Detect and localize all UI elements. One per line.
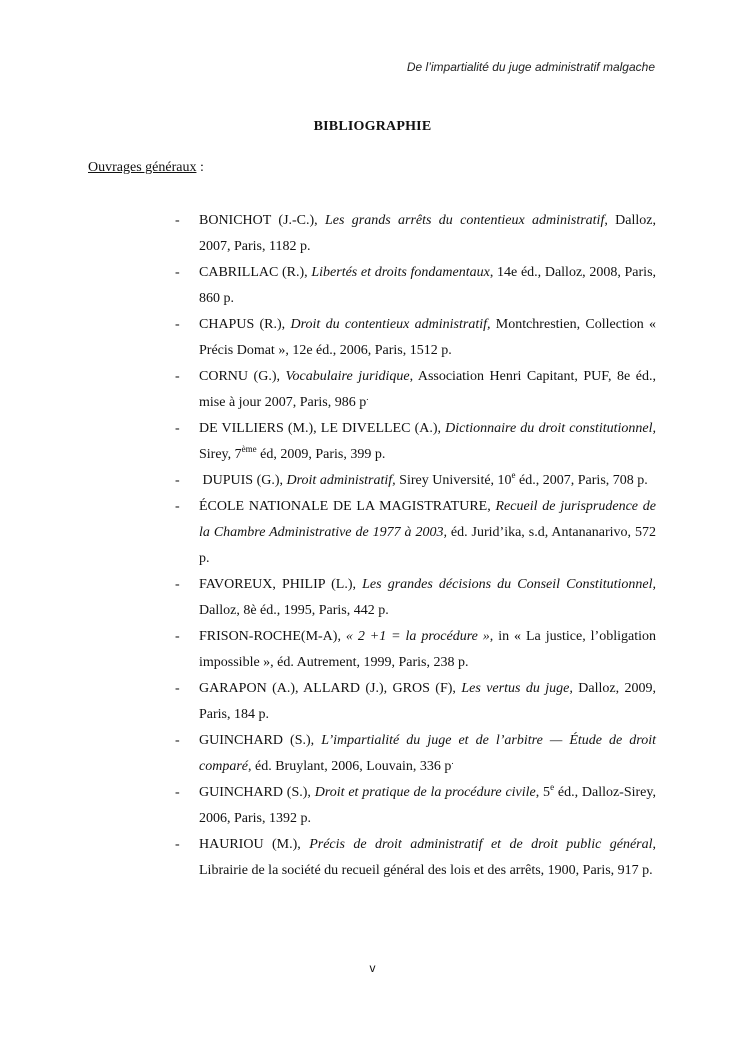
- entry-details: Sirey Université, 10: [395, 473, 512, 488]
- bullet-dash: -: [175, 629, 180, 644]
- entry-details: éd. Jurid’ika, s.d, Antananarivo, 572 p.: [199, 525, 656, 566]
- entry-author: FAVOREUX, PHILIP (L.),: [199, 577, 363, 592]
- entry-superscript: e: [550, 782, 555, 792]
- entry-author: ÉCOLE NATIONALE DE LA MAGISTRATURE,: [199, 499, 496, 514]
- entry-details: , Dalloz, 2007, Paris, 1182 p.: [199, 213, 656, 254]
- entry-title: Libertés et droits fondamentaux: [311, 265, 490, 280]
- list-item: [175, 208, 656, 260]
- entry-details: Sirey, 7: [199, 447, 242, 462]
- bullet-dash: -: [175, 213, 180, 228]
- entry-superscript: ème: [241, 444, 257, 454]
- entry-title: Recueil de jurisprudence de la Chambre Administrative de 1977 à 2003,: [199, 499, 657, 540]
- list-item: [175, 416, 656, 468]
- entry-title: Vocabulaire juridique: [285, 369, 410, 384]
- bullet-dash: -: [175, 733, 180, 748]
- page-title: BIBLIOGRAPHIE: [313, 119, 432, 134]
- entry-author: BONICHOT (J.-C.),: [199, 213, 326, 228]
- entry-author: GUINCHARD (S.),: [199, 785, 315, 800]
- entry-details: , 14e éd., Dalloz, 2008, Paris, 860 p.: [199, 265, 657, 306]
- entry-title: L’impartialité du juge et de l’arbitre — Étude de droit comparé: [199, 733, 656, 774]
- entry-details-end: éd, 2009, Paris, 399 p.: [256, 447, 386, 462]
- entry-title: Droit du contentieux administratif,: [290, 317, 491, 332]
- running-header: De l’impartialité du juge administratif malgache: [406, 60, 655, 74]
- entry-details: Dalloz, 8è éd., 1995, Paris, 442 p.: [199, 603, 389, 618]
- bullet-dash: -: [175, 317, 180, 332]
- entry-author: CHAPUS (R.),: [199, 317, 291, 332]
- entry-author: DUPUIS (G.),: [199, 473, 287, 488]
- entry-title: Les grands arrêts du contentieux administratif: [325, 213, 605, 228]
- entry-title: Les vertus du juge,: [461, 681, 573, 696]
- bullet-dash: -: [175, 681, 180, 696]
- section-suffix: :: [196, 160, 204, 175]
- entry-title: « 2 +1 = la procédure »: [345, 629, 490, 644]
- bullet-dash: -: [175, 499, 180, 514]
- entry-author: CABRILLAC (R.),: [199, 265, 312, 280]
- entry-details: , Association Henri Capitant, PUF, 8e éd., mise à jour 2007, Paris, 986 p: [199, 369, 656, 410]
- entry-title: Les grandes décisions du Conseil Constitutionnel,: [362, 577, 656, 592]
- entry-author: GARAPON (A.), ALLARD (J.), GROS (F),: [199, 681, 462, 696]
- section-heading: [88, 160, 204, 176]
- entry-superscript: .: [366, 392, 369, 402]
- list-item: [175, 260, 656, 312]
- bullet-dash: -: [175, 369, 180, 384]
- bullet-dash: -: [175, 577, 180, 592]
- list-item: [175, 312, 656, 364]
- entry-details-end: éd., 2007, Paris, 708 p.: [515, 473, 648, 488]
- entry-author: DE VILLIERS (M.), LE DIVELLEC (A.),: [199, 421, 446, 436]
- entry-author: CORNU (G.),: [199, 369, 286, 384]
- section-label: Ouvrages généraux: [88, 160, 197, 175]
- list-item: [175, 728, 656, 780]
- entry-details: , éd. Bruylant, 2006, Louvain, 336 p: [248, 759, 452, 774]
- entry-title: Précis de droit administratif et de droit public général: [309, 837, 653, 852]
- entry-author: GUINCHARD (S.),: [199, 733, 322, 748]
- list-item: [175, 780, 656, 832]
- page-number: v: [369, 961, 376, 975]
- entry-author: HAURIOU (M.),: [199, 837, 310, 852]
- entry-title: Droit et pratique de la procédure civile: [314, 785, 536, 800]
- entry-title: Droit administratif,: [286, 473, 396, 488]
- bullet-dash: -: [175, 421, 180, 436]
- entry-superscript: e: [511, 470, 516, 480]
- bullet-dash: -: [175, 837, 180, 852]
- entry-details: Montchrestien, Collection « Précis Domat », 12e éd., 2006, Paris, 1512 p.: [199, 317, 657, 358]
- list-item: [175, 572, 656, 624]
- bullet-dash: -: [175, 785, 180, 800]
- entry-author: FRISON-ROCHE(M-A),: [199, 629, 346, 644]
- entry-superscript: .: [451, 756, 454, 766]
- list-item: [175, 676, 656, 728]
- entry-details: , Librairie de la société du recueil général des lois et des arrêts, 1900, Paris, 917 p.: [199, 837, 656, 878]
- entry-details-end: éd., Dalloz-Sirey, 2006, Paris, 1392 p.: [199, 785, 656, 826]
- entry-details: , 5: [535, 785, 551, 800]
- bibliography-list: [175, 208, 656, 884]
- list-item: [175, 624, 656, 676]
- entry-details: Dalloz, 2009, Paris, 184 p.: [199, 681, 656, 722]
- bullet-dash: -: [175, 265, 180, 280]
- list-item: [175, 494, 656, 572]
- list-item: [175, 364, 656, 416]
- entry-details: , in « La justice, l’obligation impossible », éd. Autrement, 1999, Paris, 238 p.: [199, 629, 656, 670]
- list-item: [175, 832, 656, 884]
- bullet-dash: -: [175, 473, 180, 488]
- list-item: [175, 468, 656, 494]
- entry-title: Dictionnaire du droit constitutionnel,: [445, 421, 656, 436]
